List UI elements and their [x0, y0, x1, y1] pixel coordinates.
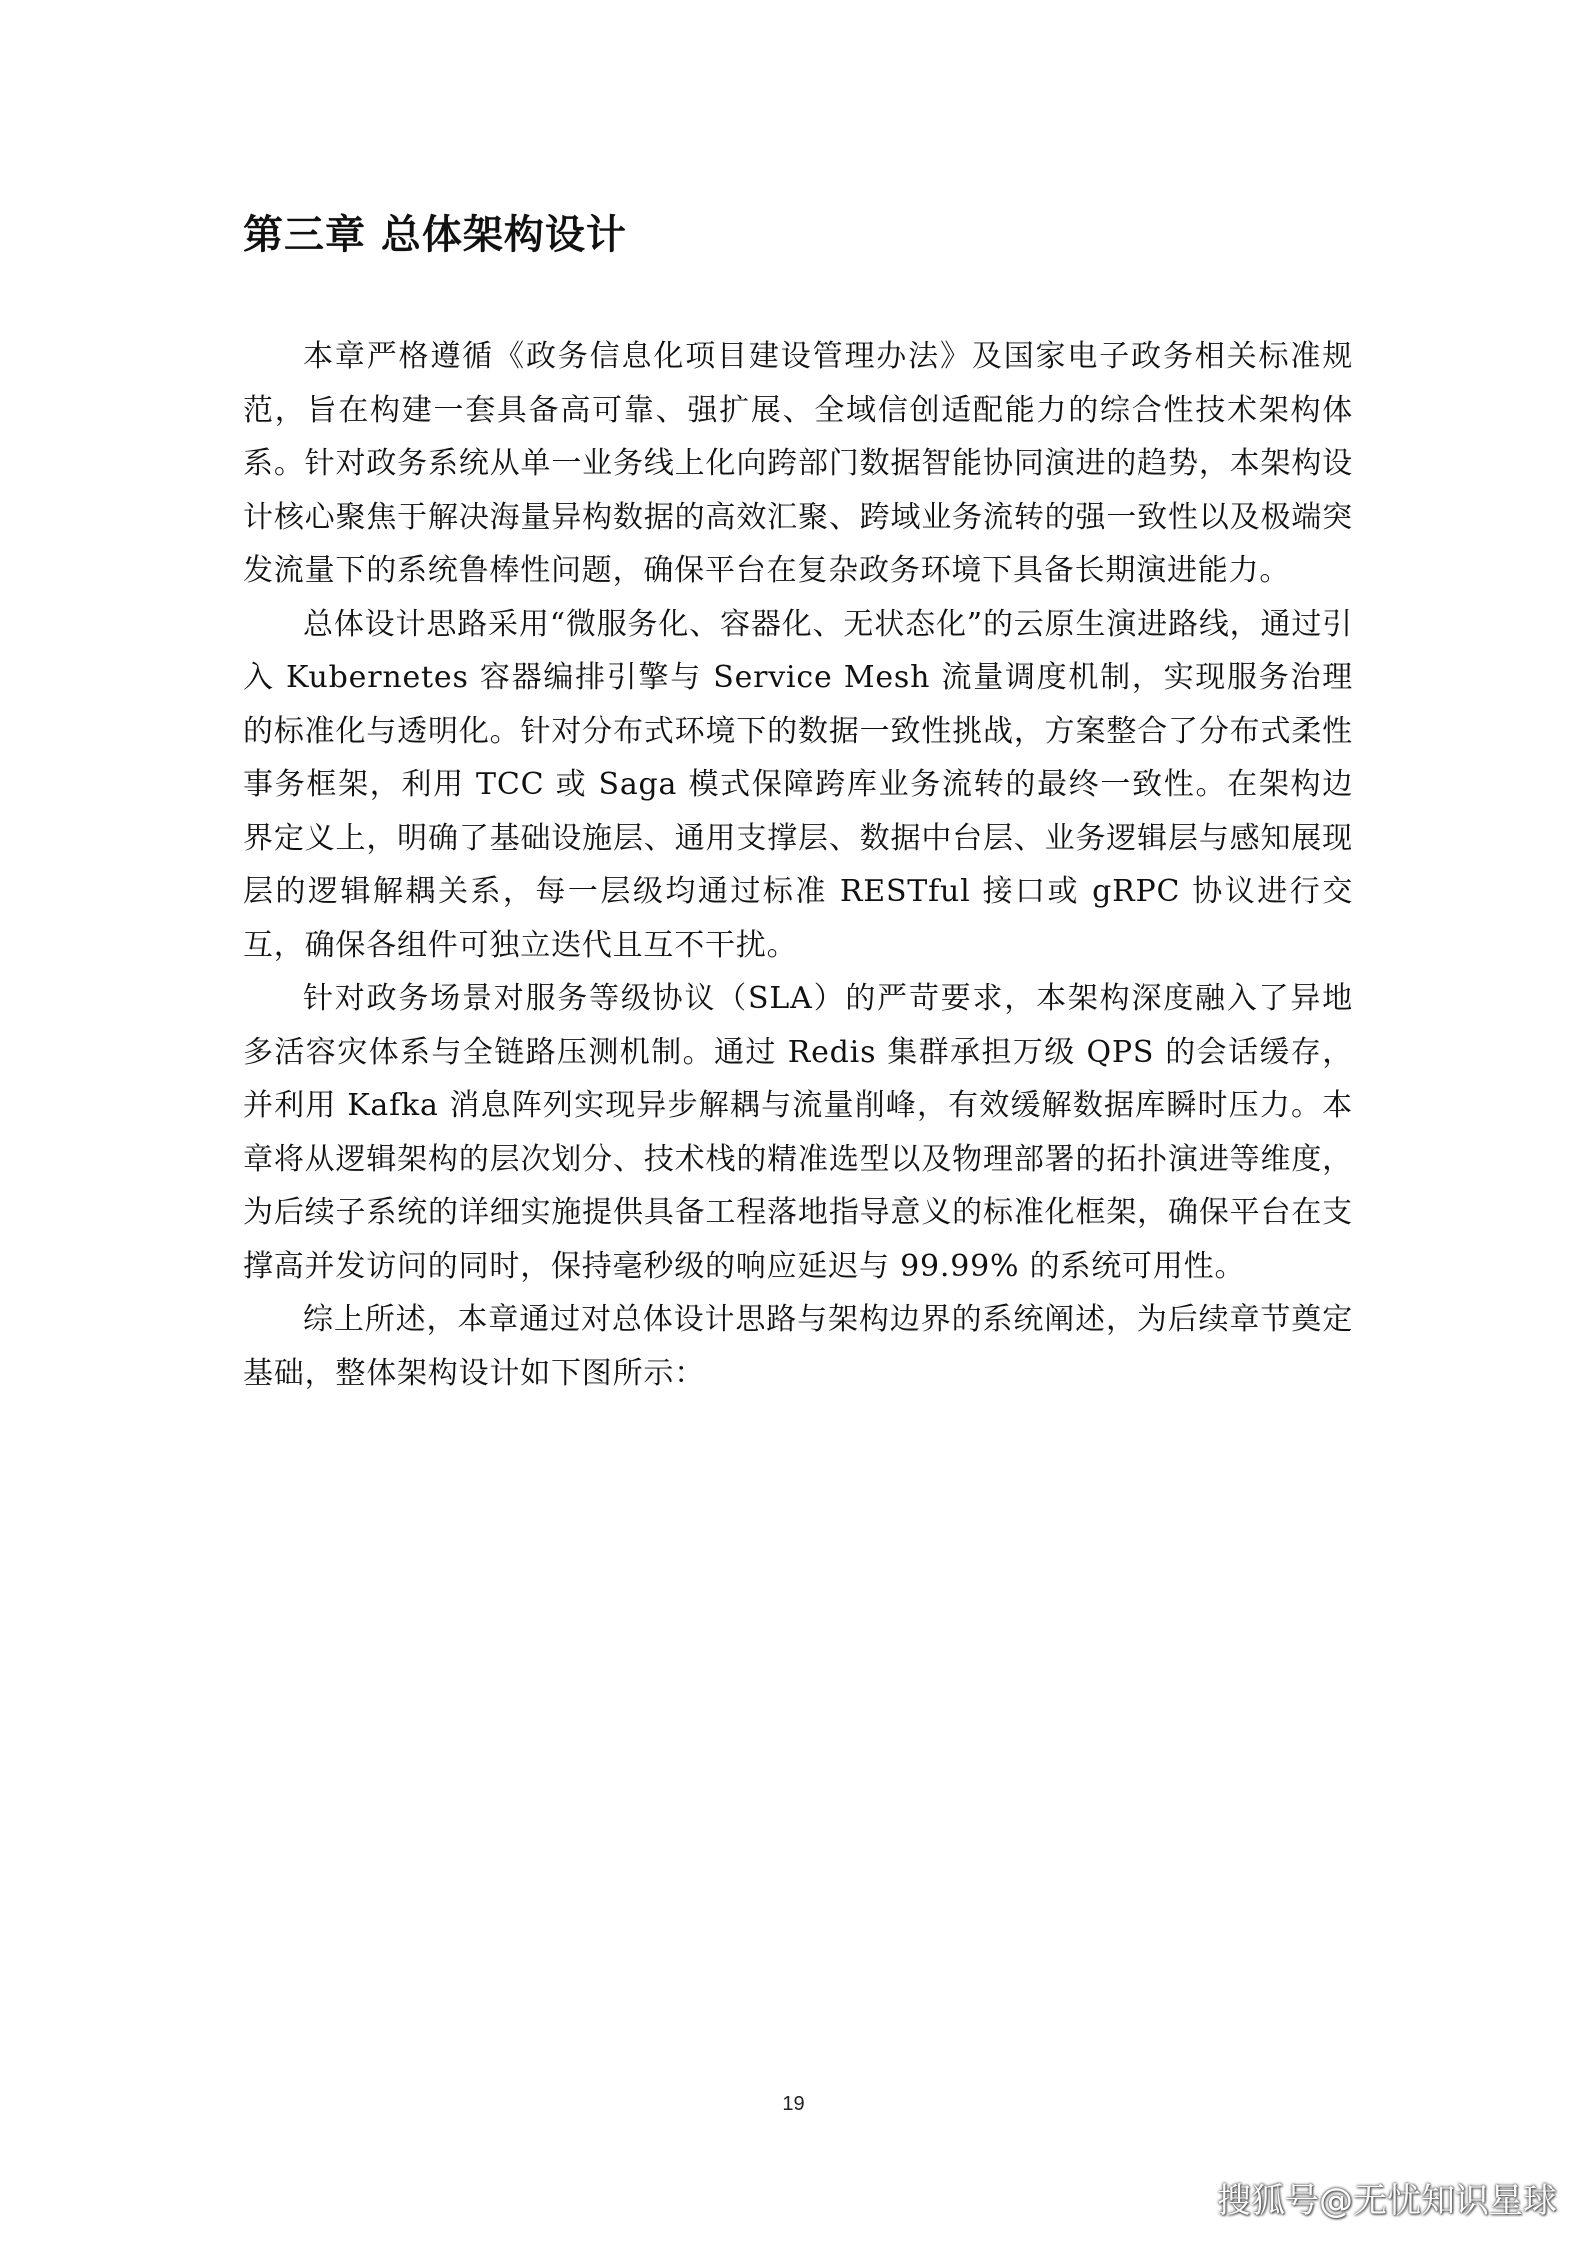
watermark-text: 搜狐号@无忧知识星球: [1217, 2181, 1557, 2221]
chapter-title: 第三章 总体架构设计: [243, 212, 627, 258]
paragraph-summary: 综上所述，本章通过对总体设计思路与架构边界的系统阐述，为后续章节奠定基础，整体架构设计如下图所示：: [243, 1302, 1353, 1391]
paragraph-sla: 针对政务场景对服务等级协议（SLA）的严苛要求，本架构深度融入了异地多活容灾体系与全链路压测机制。通过 Redis 集群承担万级 QPS 的会话缓存，并利用 Kafka 消息阵列实现异步解耦与流量削峰，有效缓解数据库瞬时压力。本章将从逻辑架构的层次划分、技术栈的精准选型以及物理部署的拓扑演进等维度，为后续子系统的详细实施提供具备工程落地指导意义的标准化框架，确保平台在支撑高并发访问的同时，保持毫秒级的响应延迟与 99.99% 的系统可用性。: [243, 981, 1353, 1284]
chapter-body: [243, 330, 1353, 1400]
page-number: 19: [782, 2093, 805, 2115]
paragraph-design-approach: 总体设计思路采用“微服务化、容器化、无状态化”的云原生演进路线，通过引入 Kubernetes 容器编排引擎与 Service Mesh 流量调度机制，实现服务治理的标准化与透明化。针对分布式环境下的数据一致性挑战，方案整合了分布式柔性事务框架，利用 TCC 或 Saga 模式保障跨库业务流转的最终一致性。在架构边界定义上，明确了基础设施层、通用支撑层、数据中台层、业务逻辑层与感知展现层的逻辑解耦关系，每一层级均通过标准 RESTful 接口或 gRPC 协议进行交互，确保各组件可独立迭代且互不干扰。: [243, 606, 1353, 963]
paragraph-intro: 本章严格遵循《政务信息化项目建设管理办法》及国家电子政务相关标准规范，旨在构建一套具备高可靠、强扩展、全域信创适配能力的综合性技术架构体系。针对政务系统从单一业务线上化向跨部门数据智能协同演进的趋势，本架构设计核心聚焦于解决海量异构数据的高效汇聚、跨域业务流转的强一致性以及极端突发流量下的系统鲁棒性问题，确保平台在复杂政务环境下具备长期演进能力。: [243, 339, 1353, 588]
